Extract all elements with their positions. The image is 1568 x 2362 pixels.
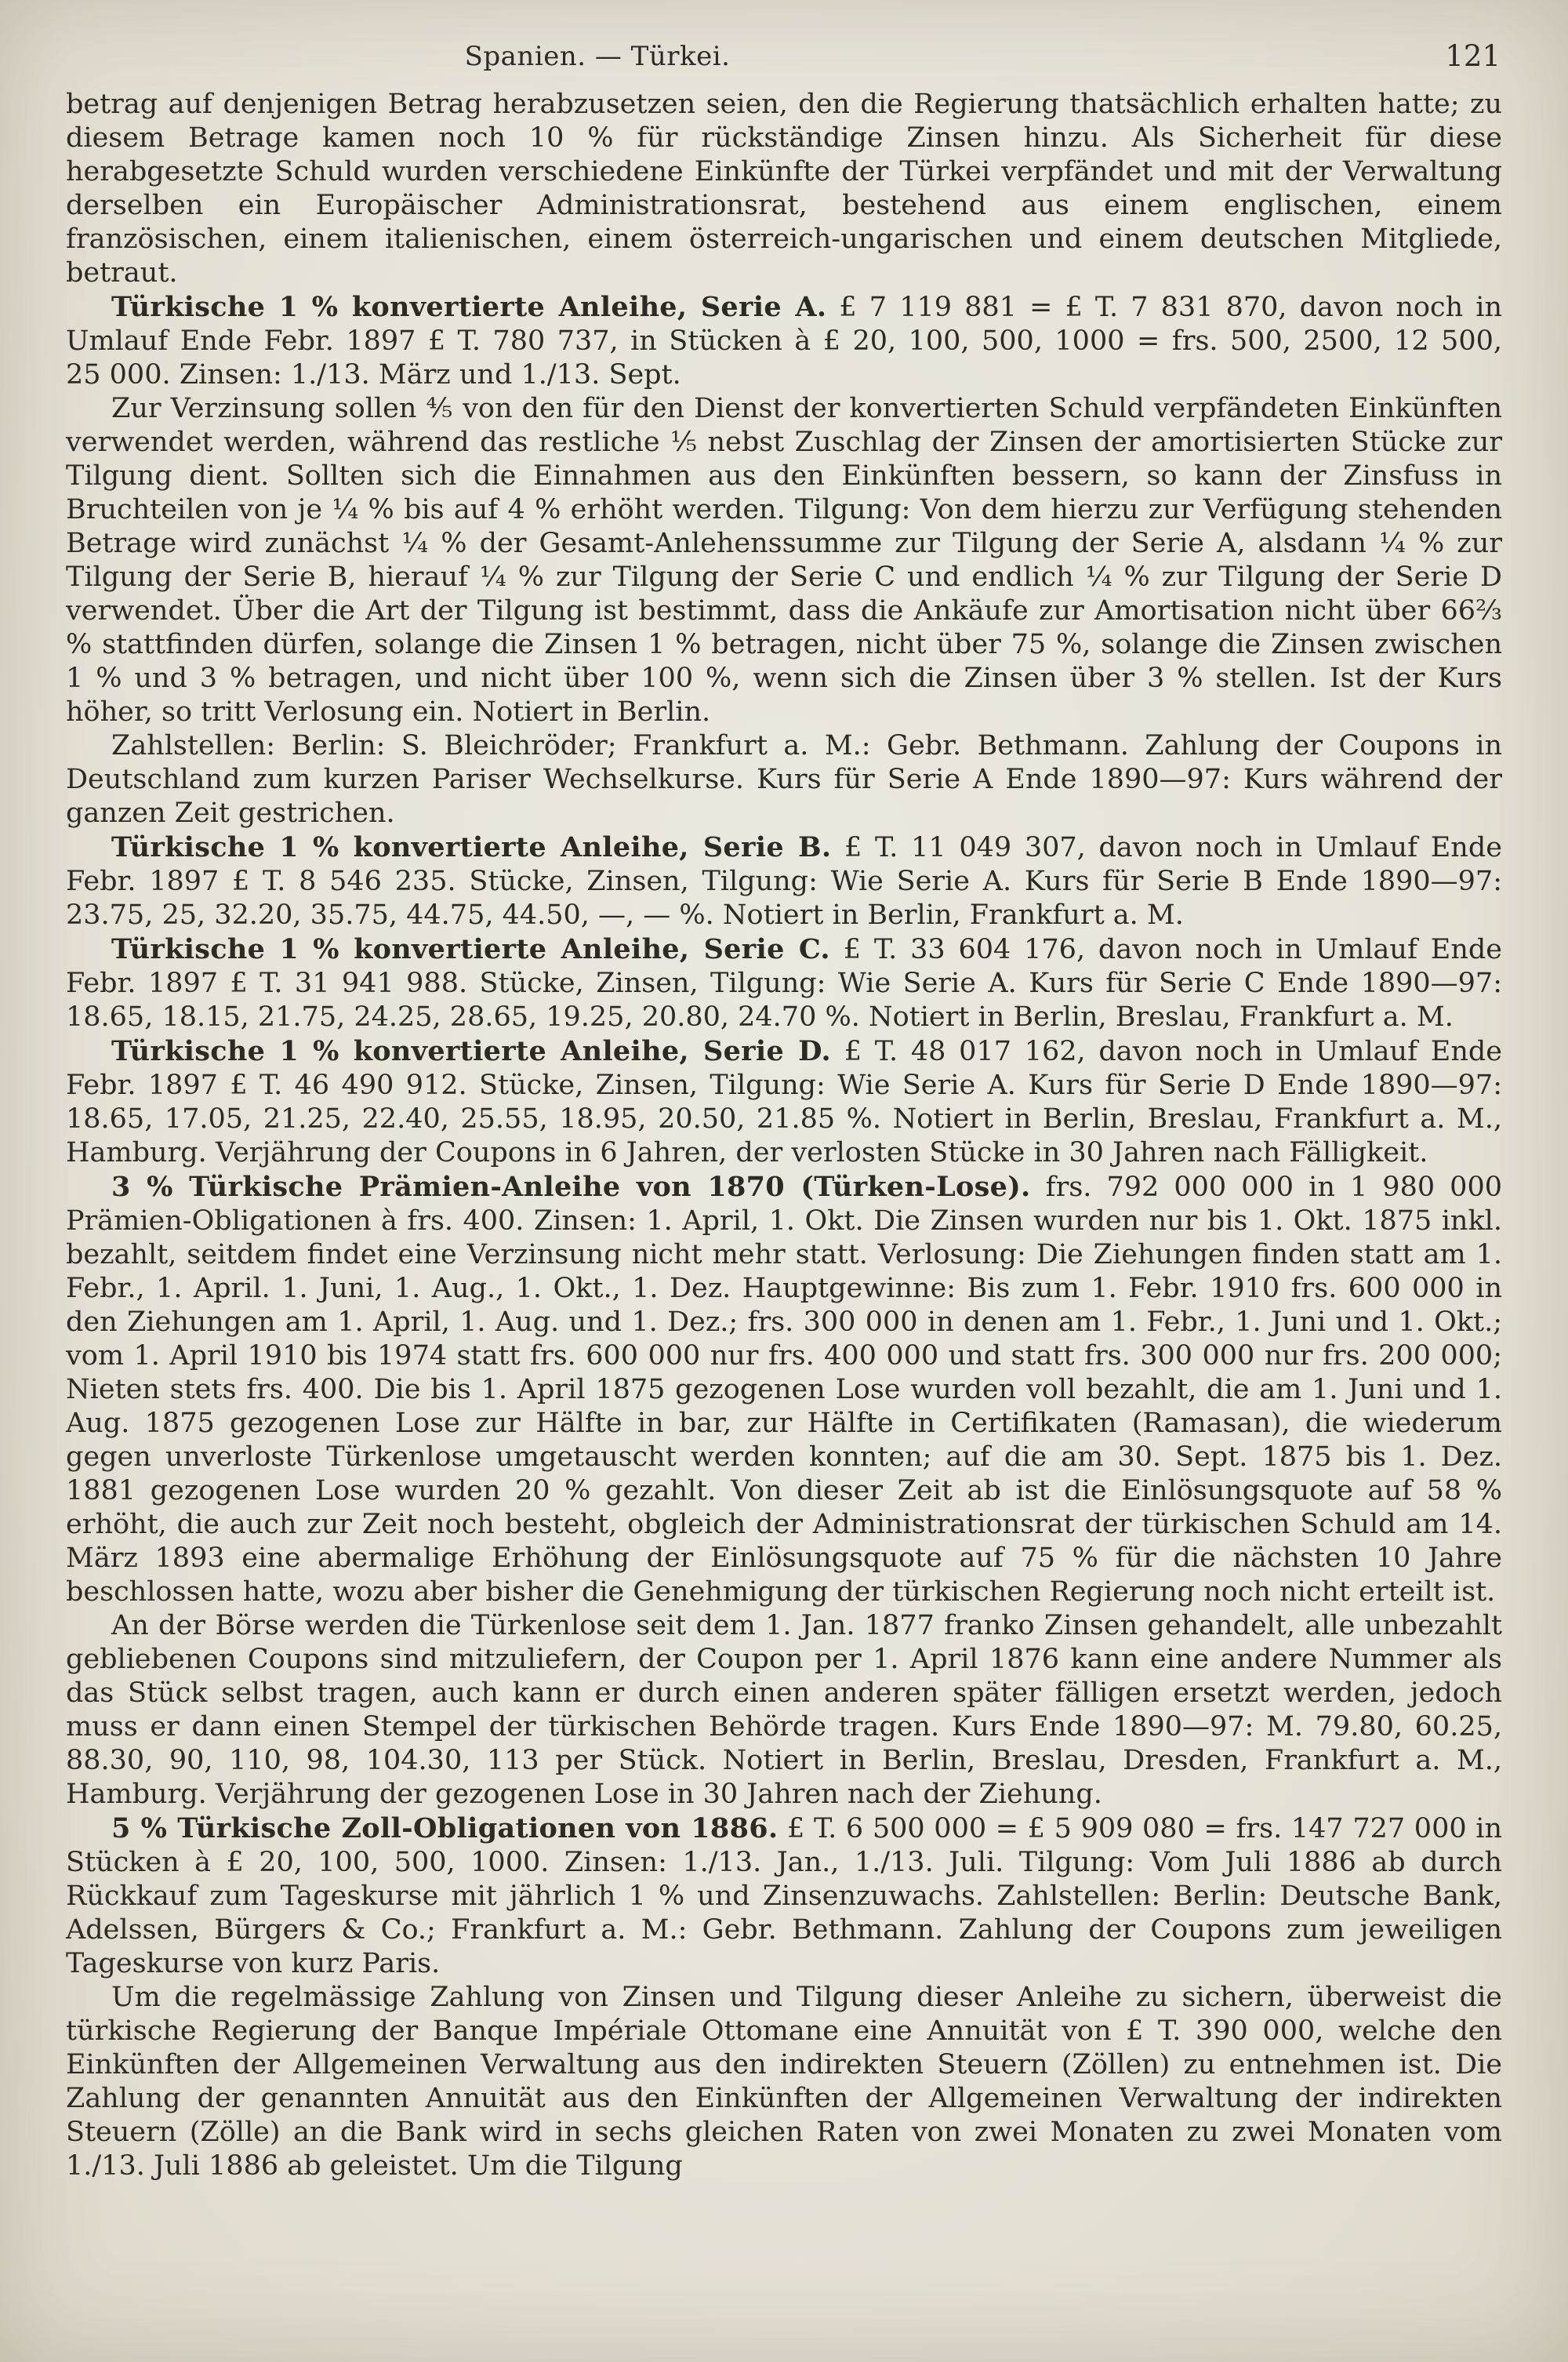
paragraph-praemien-anleihe-1870 [66,1170,1502,1609]
text-segment: £ 7 119 881 = £ T. 7 831 870, davon noch in Umlauf Ende Febr. 1897 £ T. 780 737, in Stücken à £ 20, 100, 500, 1000 = frs. 500, 2500, 12 500, 25 000. Zinsen: 1./13. März und 1./13. Sept. [66,292,1503,391]
page-body [66,88,1502,2183]
page-number: 121 [1445,39,1501,73]
security-title: Türkische 1 % konvertierte Anleihe, Serie C. [111,933,830,965]
text-segment: Zahlstellen: Berlin: S. Bleichröder; Frankfurt a. M.: Gebr. Bethmann. Zahlung der Coupons in Deutschland zum kurzen Pariser Wechselkurse. Kurs für Serie A Ende 1890—97: Kurs während der ganzen Zeit gestrichen. [66,730,1502,829]
security-title: Türkische 1 % konvertierte Anleihe, Serie B. [111,831,832,863]
paragraph-annuitaet-zahlung [66,1981,1502,2183]
security-title: 5 % Türkische Zoll-Obligationen von 1886. [111,1812,779,1844]
text-segment: £ T. 11 049 307, davon noch in Umlauf Ende Febr. 1897 £ T. 8 546 235. Stücke, Zinsen, Tilgung: Wie Serie A. Kurs für Serie B Ende 1890—97: 23.75, 25, 32.20, 35.75, 44.75, 44.50, —, — %. Notiert in Berlin, Frankfurt a. M. [66,832,1502,931]
paragraph-anleihe-serie-d [66,1034,1502,1170]
paragraph-anleihe-serie-c [66,932,1502,1034]
text-segment: Zur Verzinsung sollen ⅘ von den für den Dienst der konvertierten Schuld verpfändeten Einkünften verwendet werden, während das restliche ⅕ nebst Zuschlag der Zinsen der amortisierten Stücke zur Tilgung dient. Sollten sich die Einnahmen aus den Einkünften bessern, so kann der Zinsfuss in Bruchteilen von je ¼ % bis auf 4 % erhöht werden. Tilgung: Von dem hierzu zur Verfügung stehenden Betrage wird zunächst ¼ % der Gesamt-Anlehenssumme zur Tilgung der Serie A, alsdann ¼ % zur Tilgung der Serie B, hierauf ¼ % zur Tilgung der Serie C und endlich ¼ % zur Tilgung der Serie D verwendet. Über die Art der Tilgung ist bestimmt, dass die Ankäufe zur Amortisation nicht über 66⅔ % stattfinden dürfen, solange die Zinsen 1 % betragen, nicht über 75 %, solange die Zinsen zwischen 1 % und 3 % betragen, und nicht über 100 %, wenn sich die Zinsen über 3 % stellen. Ist der Kurs höher, so tritt Verlosung ein. Notiert in Berlin. [66,393,1502,728]
paragraph-verzinsung-tilgung [66,392,1502,729]
text-segment: £ T. 6 500 000 = £ 5 909 080 = frs. 147 727 000 in Stücken à £ 20, 100, 500, 1000. Zinsen: 1./13. Jan., 1./13. Juli. Tilgung: Vom Juli 1886 ab durch Rückkauf zum Tageskurse mit jährlich 1 % und Zinsenzuwachs. Zahlstellen: Berlin: Deutsche Bank, Adelssen, Bürgers & Co.; Frankfurt a. M.: Gebr. Bethmann. Zahlung der Coupons zum jeweiligen Tageskurse von kurz Paris. [66,1813,1502,1979]
paragraph-fortsetzung-einleitung [66,88,1502,290]
text-segment: An der Börse werden die Türkenlose seit dem 1. Jan. 1877 franko Zinsen gehandelt, alle unbezahlt gebliebenen Coupons sind mitzuliefern, der Coupon per 1. April 1876 kann eine andere Nummer als das Stück selbst tragen, auch kann er durch einen anderen später fälligen ersetzt werden, jedoch muss er dann einen Stempel der türkischen Behörde tragen. Kurs Ende 1890—97: M. 79.80, 60.25, 88.30, 90, 110, 98, 104.30, 113 per Stück. Notiert in Berlin, Breslau, Dresden, Frankfurt a. M., Hamburg. Verjährung der gezogenen Lose in 30 Jahren nach der Ziehung. [66,1610,1502,1810]
text-segment: frs. 792 000 000 in 1 980 000 Prämien-Obligationen à frs. 400. Zinsen: 1. April, 1. Okt. Die Zinsen wurden nur bis 1. Okt. 1875 inkl. bezahlt, seitdem findet eine Verzinsung nicht mehr statt. Verlosung: Die Ziehungen finden statt am 1. Febr., 1. April. 1. Juni, 1. Aug., 1. Okt., 1. Dez. Hauptgewinne: Bis zum 1. Febr. 1910 frs. 600 000 in den Ziehungen am 1. April, 1. Aug. und 1. Dez.; frs. 300 000 in denen am 1. Febr., 1. Juni und 1. Okt.; vom 1. April 1910 bis 1974 statt frs. 600 000 nur frs. 400 000 und statt frs. 300 000 nur frs. 200 000; Nieten stets frs. 400. Die bis 1. April 1875 gezogenen Lose wurden voll bezahlt, die am 1. Juni und 1. Aug. 1875 gezogenen Lose zur Hälfte in bar, zur Hälfte in Certifikaten (Ramasan), die wiederum gegen unverloste Türkenlose umgetauscht werden konnten; auf die am 30. Sept. 1875 bis 1. Dez. 1881 gezogenen Lose wurden 20 % gezahlt. Von dieser Zeit ab ist die Einlösungsquote auf 58 % erhöht, die auch zur Zeit noch besteht, obgleich der Administrationsrat der türkischen Schuld am 14. März 1893 eine abermalige Erhöhung der Einlösungsquote auf 75 % für die nächsten 10 Jahre beschlossen hatte, wozu aber bisher die Genehmigung der türkischen Regierung noch nicht erteilt ist. [66,1172,1502,1608]
text-segment: betrag auf denjenigen Betrag herabzusetzen seien, den die Regierung thatsächlich erhalten hatte; zu diesem Betrage kamen noch 10 % für rückständige Zinsen hinzu. Als Sicherheit für diese herabgesetzte Schuld wurden verschiedene Einkünfte der Türkei verpfändet und mit der Verwaltung derselben ein Europäischer Administrationsrat, bestehend aus einem englischen, einem französischen, einem italienischen, einem österreich-ungarischen und einem deutschen Mitgliede, betraut. [66,89,1502,289]
paragraph-boerse-tuerkenlose [66,1609,1502,1811]
running-title: Spanien. — Türkei. [464,41,731,72]
paragraph-zahlstellen-serie-a [66,729,1502,830]
text-segment: £ T. 33 604 176, davon noch in Umlauf Ende Febr. 1897 £ T. 31 941 988. Stücke, Zinsen, Tilgung: Wie Serie A. Kurs für Serie C Ende 1890—97: 18.65, 18.15, 21.75, 24.25, 28.65, 19.25, 20.80, 24.70 %. Notiert in Berlin, Breslau, Frankfurt a. M. [66,934,1502,1033]
security-title: Türkische 1 % konvertierte Anleihe, Serie D. [111,1035,832,1067]
text-segment: £ T. 48 017 162, davon noch in Umlauf Ende Febr. 1897 £ T. 46 490 912. Stücke, Zinsen, Tilgung: Wie Serie A. Kurs für Serie D Ende 1890—97: 18.65, 17.05, 21.25, 22.40, 25.55, 18.95, 20.50, 21.85 %. Notiert in Berlin, Breslau, Frankfurt a. M., Hamburg. Verjährung der Coupons in 6 Jahren, der verlosten Stücke in 30 Jahren nach Fälligkeit. [66,1036,1502,1168]
security-title: 3 % Türkische Prämien-Anleihe von 1870 (Türken-Lose). [111,1171,1031,1203]
paragraph-anleihe-serie-a [66,290,1502,392]
text-segment: Um die regelmässige Zahlung von Zinsen und Tilgung dieser Anleihe zu sichern, überweist die türkische Regierung der Banque Impériale Ottomane eine Annuität von £ T. 390 000, welche den Einkünften der Allgemeinen Verwaltung aus den indirekten Steuern (Zöllen) zu entnehmen ist. Die Zahlung der genannten Annuität aus den Einkünften der Allgemeinen Verwaltung der indirekten Steuern (Zölle) an die Bank wird in sechs gleichen Raten von zwei Monaten zu zwei Monaten vom 1./13. Juli 1886 ab geleistet. Um die Tilgung [66,1982,1502,2182]
paragraph-anleihe-serie-b [66,830,1502,932]
security-title: Türkische 1 % konvertierte Anleihe, Serie A. [111,291,827,323]
page-header [66,41,1502,80]
paragraph-zoll-obligationen-1886 [66,1811,1502,1981]
